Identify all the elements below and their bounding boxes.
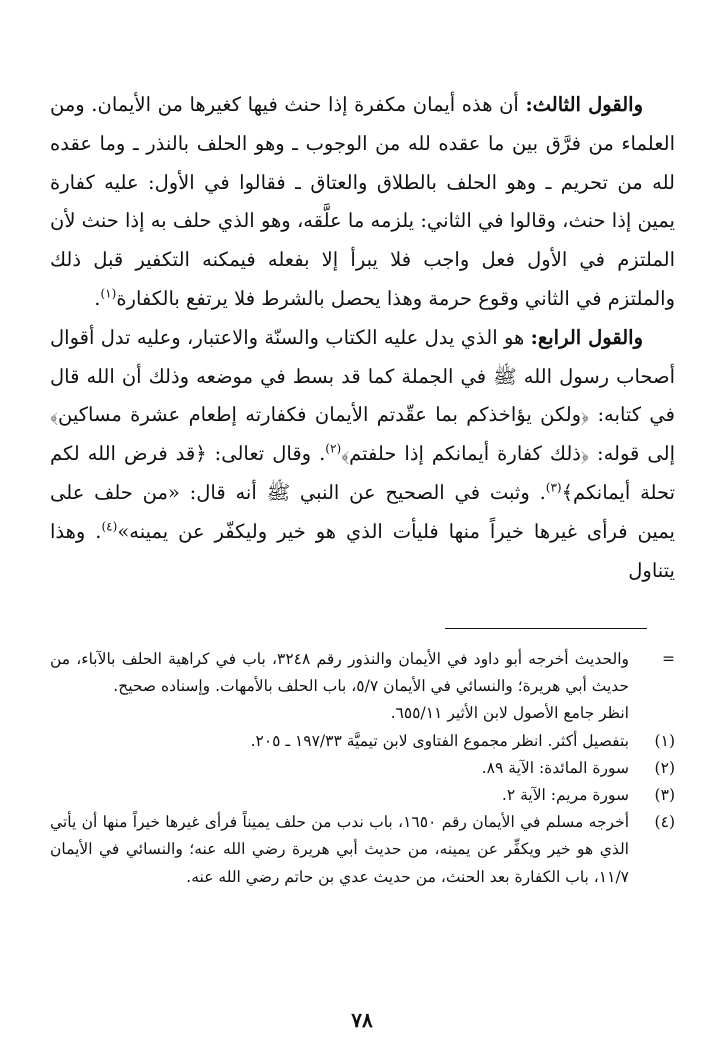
footnote-text: والحديث أخرجه أبو داود في الأيمان والنذور رقم ٣٢٤٨، باب في كراهية الحلف بالآباء، من حديث أبي هريرة؛ والنسائي في الأيمان ٥/٧، باب الحلف بالأمهات. وإسناده صحيح. [50,650,629,696]
footnote [50,809,675,891]
footnote [50,646,675,700]
footnote-mark: (١) [654,731,675,750]
paragraph-text: . وهذا يتناول [50,519,675,582]
paragraph-end: . [94,286,101,310]
footnote-text: أخرجه مسلم في الأيمان رقم ١٦٥٠، باب ندب من حلف يميناً فرأى غيرها خيراً منها أن يأتي الذي هو خير ويكفِّر عن يمينه، من حديث أبي هريرة رضي الله عنه؛ والنسائي في الأيمان ١١/٧، باب الكفارة بعد الحنث، من حديث عدي بن حاتم رضي الله عنه. [50,813,629,886]
paragraph-third-opinion [50,86,675,319]
footnote-text: سورة المائدة: الآية ٨٩. [481,758,629,777]
paragraph-lead: والقول الثالث: [525,93,643,116]
footnote [50,728,675,755]
footnote [50,755,675,782]
footnote-ref: (٣) [545,480,562,495]
paragraph-text: هو الذي يدل عليه الكتاب والسنّة والاعتبار، وعليه تدل أقوال أصحاب رسول الله ﷺ في الجملة كما قد بسط في موضعه وذلك أن الله قال في كتابه: ﴿ولكن يؤاخذكم بما عقّدتم الأيمان فكفارته إطعام عشرة مساكين﴾ إلى قوله: ﴿ذلك كفارة أيمانكم إذا حلفتم﴾ [50,325,676,466]
paragraph-text: أن هذه أيمان مكفرة إذا حنث فيها كغيرها من الأيمان. ومن العلماء من فرَّق بين ما عقده لله من الوجوب ـ وهو الحلف بالنذر ـ وما عقده لله من تحريم ـ وهو الحلف بالطلاق والعتاق ـ فقالوا في الأول: عليه كفارة يمين إذا حنث، وقالوا في الثاني: يلزمه ما علَّقه، وهو الذي حلف به إذا حنث لأن الملتزم في الأول فعل واجب فلا يبرأ إلا بفعله فيمكنه التكفير قبل ذلك والملتزم في الثاني وقوع حرمة وهذا يحصل بالشرط فلا يرتفع بالكفارة [50,93,675,310]
page-number: ٧٨ [351,1008,373,1032]
paragraph-text: . وثبت في الصحيح عن النبي ﷺ أنه قال: «من حلف على يمين فرأى غيرها خيراً منها فليأت الذي هو خير وليكفّر عن يمينه» [50,480,675,543]
footnote-mark: = [662,650,675,668]
paragraph-lead: والقول الرابع: [530,325,643,349]
footnote-ref: (٢) [325,441,342,456]
footnote-mark: (٤) [654,813,675,832]
paragraph-fourth-opinion [50,319,675,591]
footnote-ref: (١) [100,286,117,301]
footnote-text: انظر جامع الأصول لابن الأثير ٦٥٥/١١. [390,704,629,723]
footnote [50,782,675,809]
footnote-text: سورة مريم: الآية ٢. [501,786,629,805]
footnote [50,700,675,727]
footnote-mark: (٣) [654,786,675,805]
footnotes [50,646,675,891]
paragraph-text: . وقال تعالى: ﴿قد فرض الله لكم تحلة أيمانكم﴾ [50,442,675,504]
footnote-separator [445,628,647,629]
footnote-ref: (٤) [101,519,118,534]
main-text [50,86,675,590]
footnote-mark: (٢) [654,758,675,777]
footnote-text: بتفصيل أكثر. انظر مجموع الفتاوى لابن تيميَّة ١٩٧/٣٣ ـ ٢٠٥. [250,731,629,750]
